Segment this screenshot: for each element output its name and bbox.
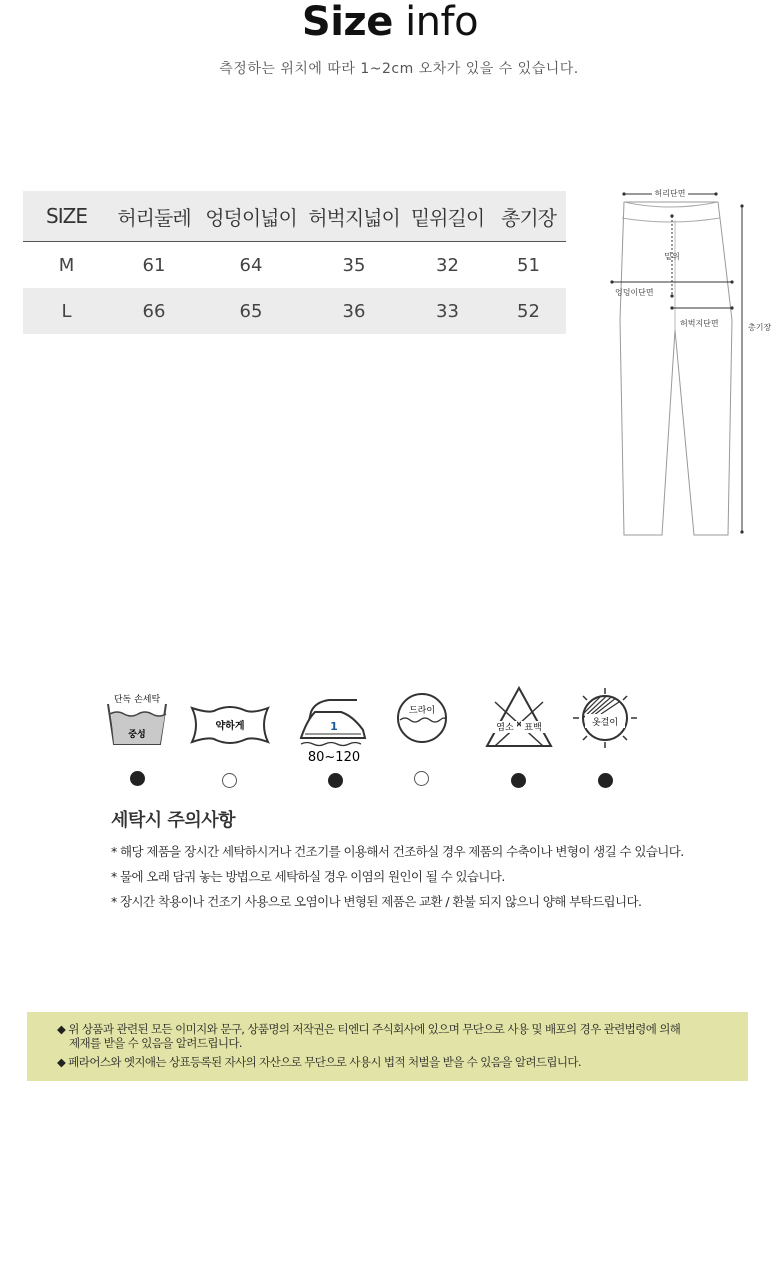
care-note: * 장시간 착용이나 건조기 사용으로 오염이나 변형된 제품은 교환 / 환불 되지 않으니 양해 부탁드립니다. <box>111 894 642 909</box>
pants-measurement-diagram <box>600 180 780 550</box>
care-indicator-unselected <box>222 773 237 788</box>
thigh-endpoint <box>730 306 733 309</box>
iron-icon <box>297 690 369 766</box>
size-table <box>23 191 566 334</box>
notice-line: 제재를 받을 수 있음을 알려드립니다. <box>69 1036 242 1050</box>
rise-endpoint <box>670 294 673 297</box>
hand-wash-top-text: 단독 손세탁 <box>113 695 161 705</box>
iron-level-text: 1 <box>330 720 338 733</box>
title-light: info <box>405 0 479 45</box>
notice-line: ◆ 페라어스와 엣지애는 상표등록된 자사의 자산으로 무단으로 사용시 법적 처벌을 받을 수 있음을 알려드립니다. <box>57 1055 581 1069</box>
column-header: 허리둘레 <box>110 191 198 242</box>
length-endpoint <box>740 530 743 533</box>
table-cell: 32 <box>436 254 459 276</box>
table-cell: 65 <box>198 288 304 334</box>
hand-wash-icon <box>106 690 168 748</box>
title-bold: Size <box>301 0 393 45</box>
thigh-label: 허벅지단면 <box>680 319 719 328</box>
table-cell: L <box>23 288 110 334</box>
rise-label: 밑위 <box>664 252 680 261</box>
care-notes-heading: 세탁시 주의사항 <box>111 810 235 831</box>
table-cell: 51 <box>517 254 540 276</box>
table-row <box>23 288 566 334</box>
care-note: * 물에 오래 담궈 놓는 방법으로 세탁하실 경우 이염의 원인이 될 수 있습니다. <box>111 869 505 884</box>
table-cell: 36 <box>304 288 404 334</box>
hip-label: 엉덩이단면 <box>615 288 654 297</box>
table-cell: 66 <box>110 288 198 334</box>
dry-clean-icon <box>396 690 448 746</box>
column-header: 총기장 <box>491 191 566 242</box>
thigh-endpoint <box>670 306 673 309</box>
care-indicator-selected <box>511 773 526 788</box>
table-cell: M <box>58 254 75 276</box>
column-header: SIZE <box>23 191 110 242</box>
waist-endpoint <box>622 192 625 195</box>
waist-label: 허리단면 <box>654 189 686 198</box>
length-endpoint <box>740 204 743 207</box>
no-bleach-icon <box>483 684 555 752</box>
gentle-wring-icon <box>190 702 270 748</box>
care-indicator-unselected <box>414 771 429 786</box>
column-header: 허벅지넓이 <box>304 191 404 242</box>
table-header-row <box>23 191 566 242</box>
hand-wash-bottom-text: 중성 <box>128 730 146 740</box>
dry-clean-text: 드라이 <box>408 706 436 716</box>
page-title <box>0 0 780 44</box>
chlorine-text: 염소 <box>496 723 514 733</box>
copyright-notice <box>27 1012 748 1081</box>
care-indicator-selected <box>130 771 145 786</box>
hip-endpoint <box>610 280 613 283</box>
notice-line: ◆ 위 상품과 관련된 모든 이미지와 문구, 상품명의 저작권은 티엔디 주식회사에 있으며 무단으로 사용 및 배포의 경우 관련법령에 의해 <box>57 1022 681 1036</box>
column-header: 엉덩이넓이 <box>198 191 304 242</box>
table-row <box>23 242 566 289</box>
length-label: 총기장 <box>748 323 772 332</box>
shade-dry-text: 옷걸이 <box>591 718 619 728</box>
care-indicator-selected <box>328 773 343 788</box>
subtitle: 측정하는 위치에 따라 1~2cm 오차가 있을 수 있습니다. <box>219 61 579 77</box>
table-cell: 33 <box>404 288 491 334</box>
table-cell: 52 <box>491 288 566 334</box>
shade-dry-icon <box>571 686 639 750</box>
column-header: 밑위길이 <box>404 191 491 242</box>
waist-endpoint <box>714 192 717 195</box>
hip-endpoint <box>730 280 733 283</box>
table-cell: 61 <box>142 254 166 276</box>
table-cell: 64 <box>239 254 263 276</box>
bleach-text: 표백 <box>524 723 542 733</box>
care-indicator-selected <box>598 773 613 788</box>
iron-temperature: 80~120 <box>307 750 361 765</box>
rise-endpoint <box>670 214 673 217</box>
gentle-wring-text: 약하게 <box>215 721 245 732</box>
table-cell: 35 <box>342 254 366 276</box>
care-note: * 해당 제품을 장시간 세탁하시거나 건조기를 이용해서 건조하실 경우 제품의 수축이나 변형이 생길 수 있습니다. <box>111 844 684 859</box>
